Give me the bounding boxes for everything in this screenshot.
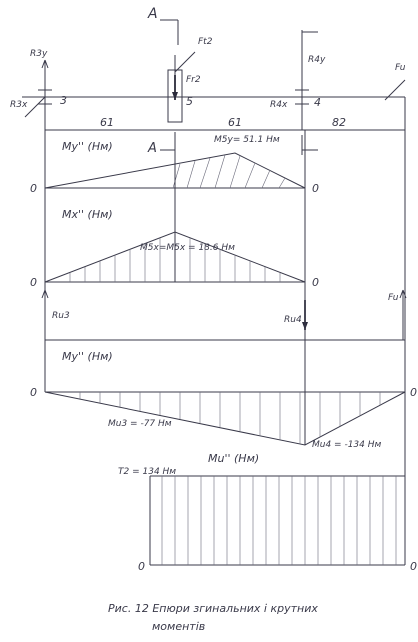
diagram-4-torque — [118, 452, 417, 573]
ru4-label: Ru4 — [284, 315, 302, 325]
zero-3a: 0 — [30, 386, 37, 399]
r3y-label: R3y — [30, 49, 48, 59]
ft2-label: Ft2 — [198, 37, 213, 47]
gear-5 — [168, 37, 213, 122]
diag3-val1: Mu3 = -77 Нм — [108, 419, 172, 429]
zero-4a: 0 — [138, 560, 145, 573]
diag4-title: Mu'' (Нм) — [208, 452, 260, 465]
force-fu-top — [385, 63, 406, 100]
diag2-title: Mx'' (Нм) — [62, 208, 113, 221]
zero-2b: 0 — [312, 276, 319, 289]
r4x-label: R4x — [270, 100, 288, 110]
dim-82: 82 — [332, 116, 346, 129]
reactions-row — [42, 290, 406, 340]
r3x-label: R3x — [10, 100, 28, 110]
diag1-hatch — [173, 155, 285, 188]
diag1-title: My'' (Нм) — [62, 140, 113, 153]
dimension-line — [45, 116, 405, 130]
torque-value: T2 = 134 Нм — [118, 467, 177, 477]
diag3-val2: Mu4 = -134 Нм — [312, 440, 382, 450]
diag1-value: M5y= 51.1 Нм — [214, 135, 280, 145]
zero-1a: 0 — [30, 182, 37, 195]
fu-side-label: Fu — [388, 293, 399, 303]
diag3-hatch — [80, 392, 380, 444]
node-4-label: 4 — [314, 96, 321, 109]
diag2-value: M5x=M5x = 18.6 Нм — [140, 243, 235, 253]
section-marker-top — [147, 6, 178, 45]
dim-61-right: 61 — [228, 116, 242, 129]
zero-1b: 0 — [312, 182, 319, 195]
ru3-label: Ru3 — [52, 311, 70, 321]
fr2-label: Fr2 — [186, 75, 201, 85]
node-5-label: 5 — [186, 95, 193, 108]
section-letter-mid: A — [148, 141, 157, 156]
dim-61-left: 61 — [100, 116, 114, 129]
diag4-hatch — [162, 476, 396, 565]
section-marker-mid — [147, 132, 175, 162]
caption-line-2: моментів — [152, 620, 206, 633]
caption-line-1: Рис. 12 Епюри згинальних і крутних — [108, 602, 318, 615]
vertical-guides — [45, 97, 405, 565]
zero-4b: 0 — [410, 560, 417, 573]
bearing-3 — [10, 49, 67, 117]
diagram-3-my — [30, 350, 417, 450]
zero-2a: 0 — [30, 276, 37, 289]
node-3-label: 3 — [60, 94, 67, 107]
diag3-title: My'' (Нм) — [62, 350, 113, 363]
fu-label: Fu — [395, 63, 406, 73]
r4y-label: R4y — [308, 55, 326, 65]
section-letter-top: A — [148, 6, 158, 22]
zero-3b: 0 — [410, 386, 417, 399]
